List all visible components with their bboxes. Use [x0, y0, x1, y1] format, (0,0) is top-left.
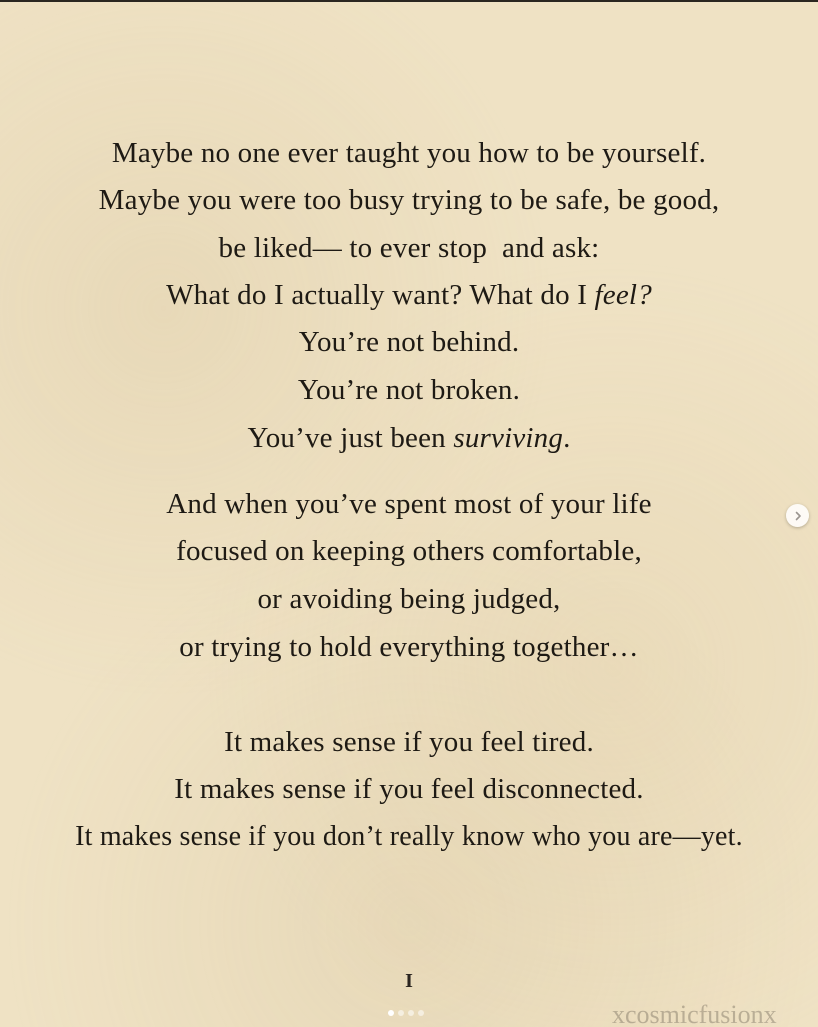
poem-line: It makes sense if you don’t really know who you are—yet. [75, 821, 743, 852]
top-border [0, 0, 818, 2]
carousel-dot[interactable] [408, 1010, 414, 1016]
poem-line: or avoiding being judged, [257, 583, 561, 615]
watermark: xcosmicfusionx [612, 1000, 777, 1027]
chevron-right-icon [792, 510, 804, 522]
poem-line [0, 418, 818, 458]
poem-line: Maybe no one ever taught you how to be yourself. [111, 137, 707, 169]
next-slide-button[interactable] [786, 504, 809, 527]
poem-line: Maybe you were too busy trying to be safe, be good, [98, 184, 720, 216]
carousel-indicator [388, 1009, 432, 1017]
emphasis-text: feel? [594, 279, 652, 311]
carousel-dot[interactable] [398, 1010, 404, 1016]
carousel-dot[interactable] [388, 1010, 394, 1016]
poem-line: And when you’ve spent most of your life [166, 488, 652, 520]
carousel-dot[interactable] [418, 1010, 424, 1016]
poem-line: You’re not behind. [298, 326, 520, 358]
poem-line: It makes sense if you feel disconnected. [174, 773, 644, 805]
poem-text: You’ve just been [247, 422, 454, 454]
page-number: I [405, 970, 413, 992]
poem-text: What do I actually want? What do I [166, 279, 595, 311]
emphasis-text: surviving [453, 422, 564, 454]
poem-line [0, 275, 818, 315]
poem-line: focused on keeping others comfortable, [176, 535, 642, 567]
poem-line: or trying to hold everything together… [179, 631, 639, 663]
poem-line: be liked— to ever stop and ask: [218, 232, 600, 264]
poem-text: . [563, 422, 571, 454]
poem-line: It makes sense if you feel tired. [224, 726, 594, 758]
poem-line: You’re not broken. [297, 374, 521, 406]
